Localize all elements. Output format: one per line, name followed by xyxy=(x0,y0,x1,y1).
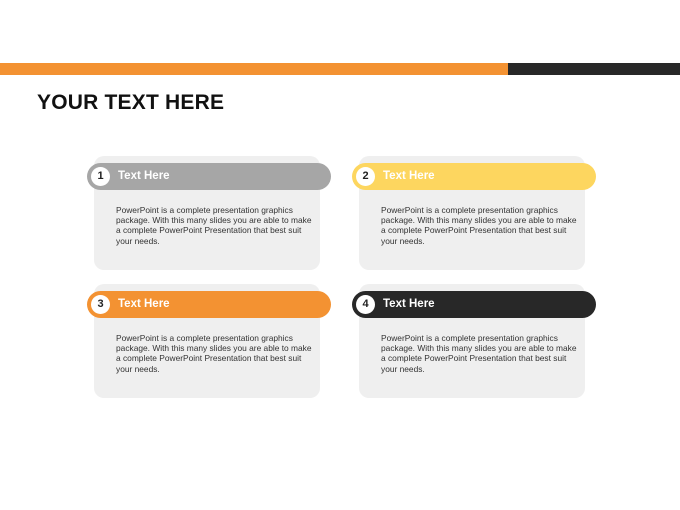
item-header-label: Text Here xyxy=(383,170,435,182)
item-number-badge: 3 xyxy=(91,295,110,314)
item-header-pill xyxy=(87,163,331,190)
item-header-pill xyxy=(87,291,331,318)
accent-bar-dark xyxy=(508,63,680,75)
item-description: PowerPoint is a complete presentation graphics package. With this many slides you are able to make a complete PowerPoint Presentation that best suit your needs. xyxy=(381,333,577,374)
item-header-label: Text Here xyxy=(118,298,170,310)
item-number-badge: 4 xyxy=(356,295,375,314)
item-description: PowerPoint is a complete presentation graphics package. With this many slides you are able to make a complete PowerPoint Presentation that best suit your needs. xyxy=(381,205,577,246)
item-card-2 xyxy=(352,163,598,271)
item-card-4 xyxy=(352,291,598,399)
item-header-pill xyxy=(352,163,596,190)
item-header-label: Text Here xyxy=(118,170,170,182)
item-card-1 xyxy=(87,163,333,271)
item-number-badge: 2 xyxy=(356,167,375,186)
item-number-badge: 1 xyxy=(91,167,110,186)
item-description: PowerPoint is a complete presentation graphics package. With this many slides you are able to make a complete PowerPoint Presentation that best suit your needs. xyxy=(116,333,312,374)
item-header-pill xyxy=(352,291,596,318)
top-accent-bar xyxy=(0,63,680,75)
slide-title: YOUR TEXT HERE xyxy=(37,91,225,114)
item-description: PowerPoint is a complete presentation graphics package. With this many slides you are able to make a complete PowerPoint Presentation that best suit your needs. xyxy=(116,205,312,246)
item-header-label: Text Here xyxy=(383,298,435,310)
accent-bar-orange xyxy=(0,63,508,75)
item-card-3 xyxy=(87,291,333,399)
